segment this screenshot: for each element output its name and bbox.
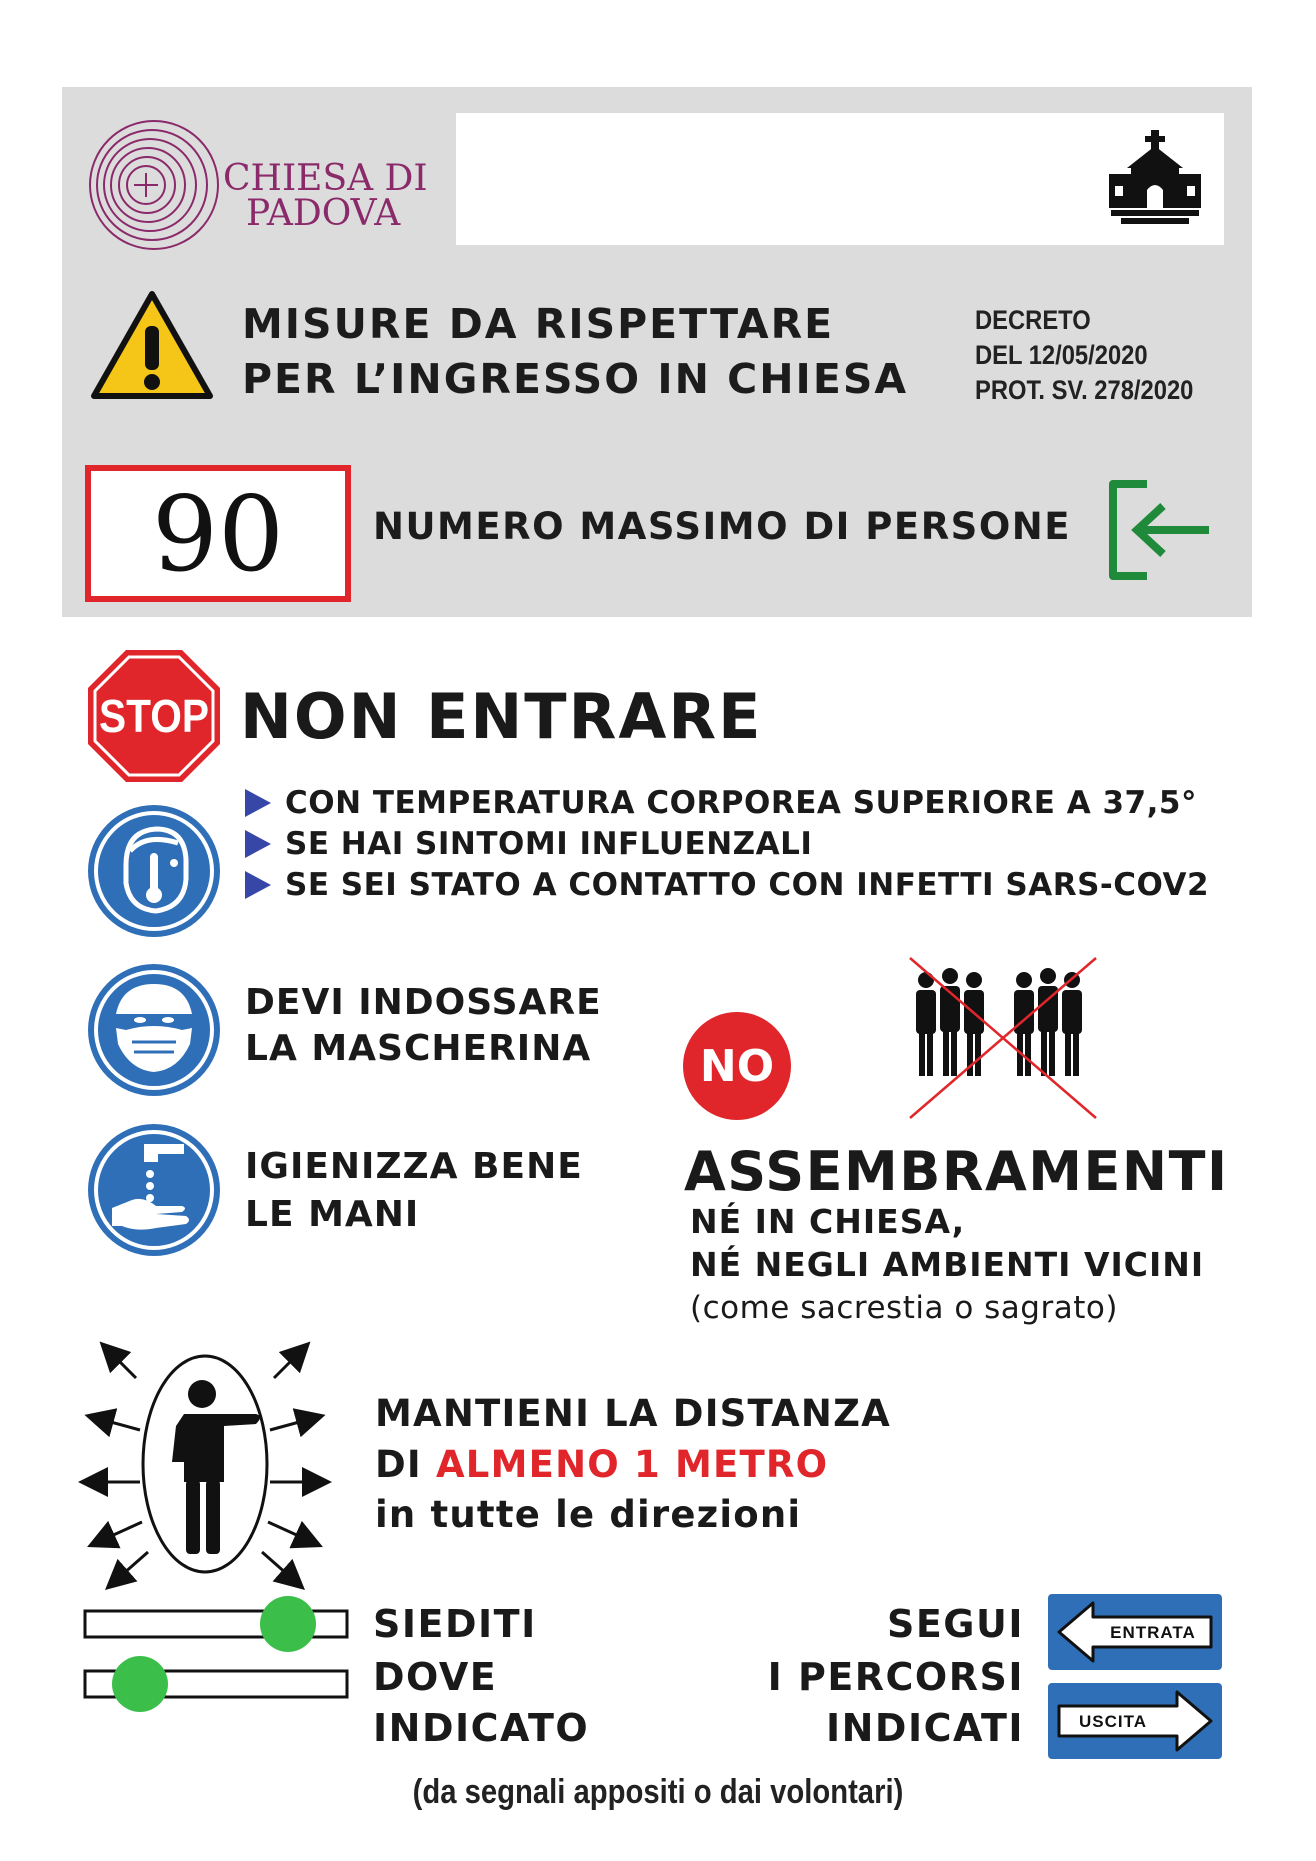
- seats-icon: [83, 1595, 348, 1715]
- distance-prefix: DI: [375, 1443, 436, 1486]
- seats-line2: DOVE: [373, 1655, 498, 1699]
- chiesa-di-padova-logo: [84, 115, 428, 255]
- no-badge: NO: [683, 1012, 791, 1120]
- distance-person-icon: [80, 1332, 330, 1592]
- entrance-arrow-sign: [1047, 1593, 1223, 1671]
- enter-door-icon: [1105, 478, 1215, 582]
- mask-text-line2: LA MASCHERINA: [245, 1028, 592, 1069]
- hand-wash-icon: [86, 1122, 222, 1258]
- svg-text:PADOVA: [246, 193, 401, 234]
- assembramenti-line3: (come sacrestia o sagrato): [690, 1290, 1118, 1326]
- title-line1: MISURE DA RISPETTARE: [242, 300, 835, 348]
- seats-line3: INDICATO: [373, 1706, 590, 1750]
- crowd-crossed-icon: [900, 950, 1110, 1120]
- thermometer-face-icon: [86, 803, 222, 939]
- paths-line1: SEGUI: [886, 1602, 1024, 1646]
- stop-sign-text: STOP: [99, 690, 209, 742]
- max-capacity-box: [85, 465, 351, 602]
- max-capacity-value: 90: [151, 472, 285, 595]
- distance-line2: [375, 1443, 828, 1486]
- non-entrare-title: NON ENTRARE: [240, 680, 763, 753]
- entrance-sign-text: ENTRATA: [1110, 1623, 1196, 1642]
- distance-line3: in tutte le direzioni: [375, 1493, 802, 1536]
- hands-text-line1: IGIENIZZA BENE: [245, 1146, 583, 1187]
- bullet-triangle-icon: [245, 830, 271, 858]
- exit-sign-text: USCITA: [1078, 1712, 1148, 1731]
- logo-line2: PADOVA: [246, 193, 401, 234]
- condition-symptoms: [245, 826, 812, 862]
- condition-text: SE SEI STATO A CONTATTO CON INFETTI SARS-COV2: [285, 867, 1210, 903]
- face-mask-icon: [86, 962, 222, 1098]
- title-line2: PER L’INGRESSO IN CHIESA: [242, 355, 909, 403]
- condition-temperature: [245, 785, 1197, 821]
- paths-line3: INDICATI: [825, 1706, 1024, 1750]
- logo-line1: CHIESA DI: [223, 158, 428, 199]
- assembramenti-title: ASSEMBRAMENTI: [684, 1140, 1229, 1203]
- church-icon: [1105, 128, 1205, 228]
- assembramenti-line1: NÉ IN CHIESA,: [690, 1202, 966, 1241]
- warning-icon: [90, 290, 214, 402]
- decree-line3: PROT. SV. 278/2020: [975, 375, 1194, 405]
- footer-note: (da segnali appositi o dai volontari): [412, 1773, 904, 1811]
- exit-arrow-sign: [1047, 1682, 1223, 1760]
- assembramenti-line2: NÉ NEGLI AMBIENTI VICINI: [690, 1245, 1205, 1284]
- distance-highlight: ALMENO 1 METRO: [435, 1443, 829, 1486]
- condition-text: SE HAI SINTOMI INFLUENZALI: [285, 826, 813, 862]
- condition-text: CON TEMPERATURA CORPOREA SUPERIORE A 37,5°: [285, 785, 1197, 821]
- condition-contact: [245, 867, 1209, 903]
- distance-line1: MANTIENI LA DISTANZA: [375, 1392, 891, 1435]
- decree-line1: DECRETO: [975, 305, 1091, 335]
- hands-text-line2: LE MANI: [245, 1194, 420, 1235]
- decree-line2: DEL 12/05/2020: [975, 340, 1148, 370]
- max-capacity-label: NUMERO MASSIMO DI PERSONE: [373, 505, 1072, 548]
- bullet-triangle-icon: [245, 789, 271, 817]
- seats-line1: SIEDITI: [373, 1602, 537, 1646]
- paths-line2: I PERCORSI: [767, 1655, 1024, 1699]
- mask-text-line1: DEVI INDOSSARE: [245, 982, 602, 1023]
- bullet-triangle-icon: [245, 871, 271, 899]
- stop-sign-icon: [86, 648, 222, 784]
